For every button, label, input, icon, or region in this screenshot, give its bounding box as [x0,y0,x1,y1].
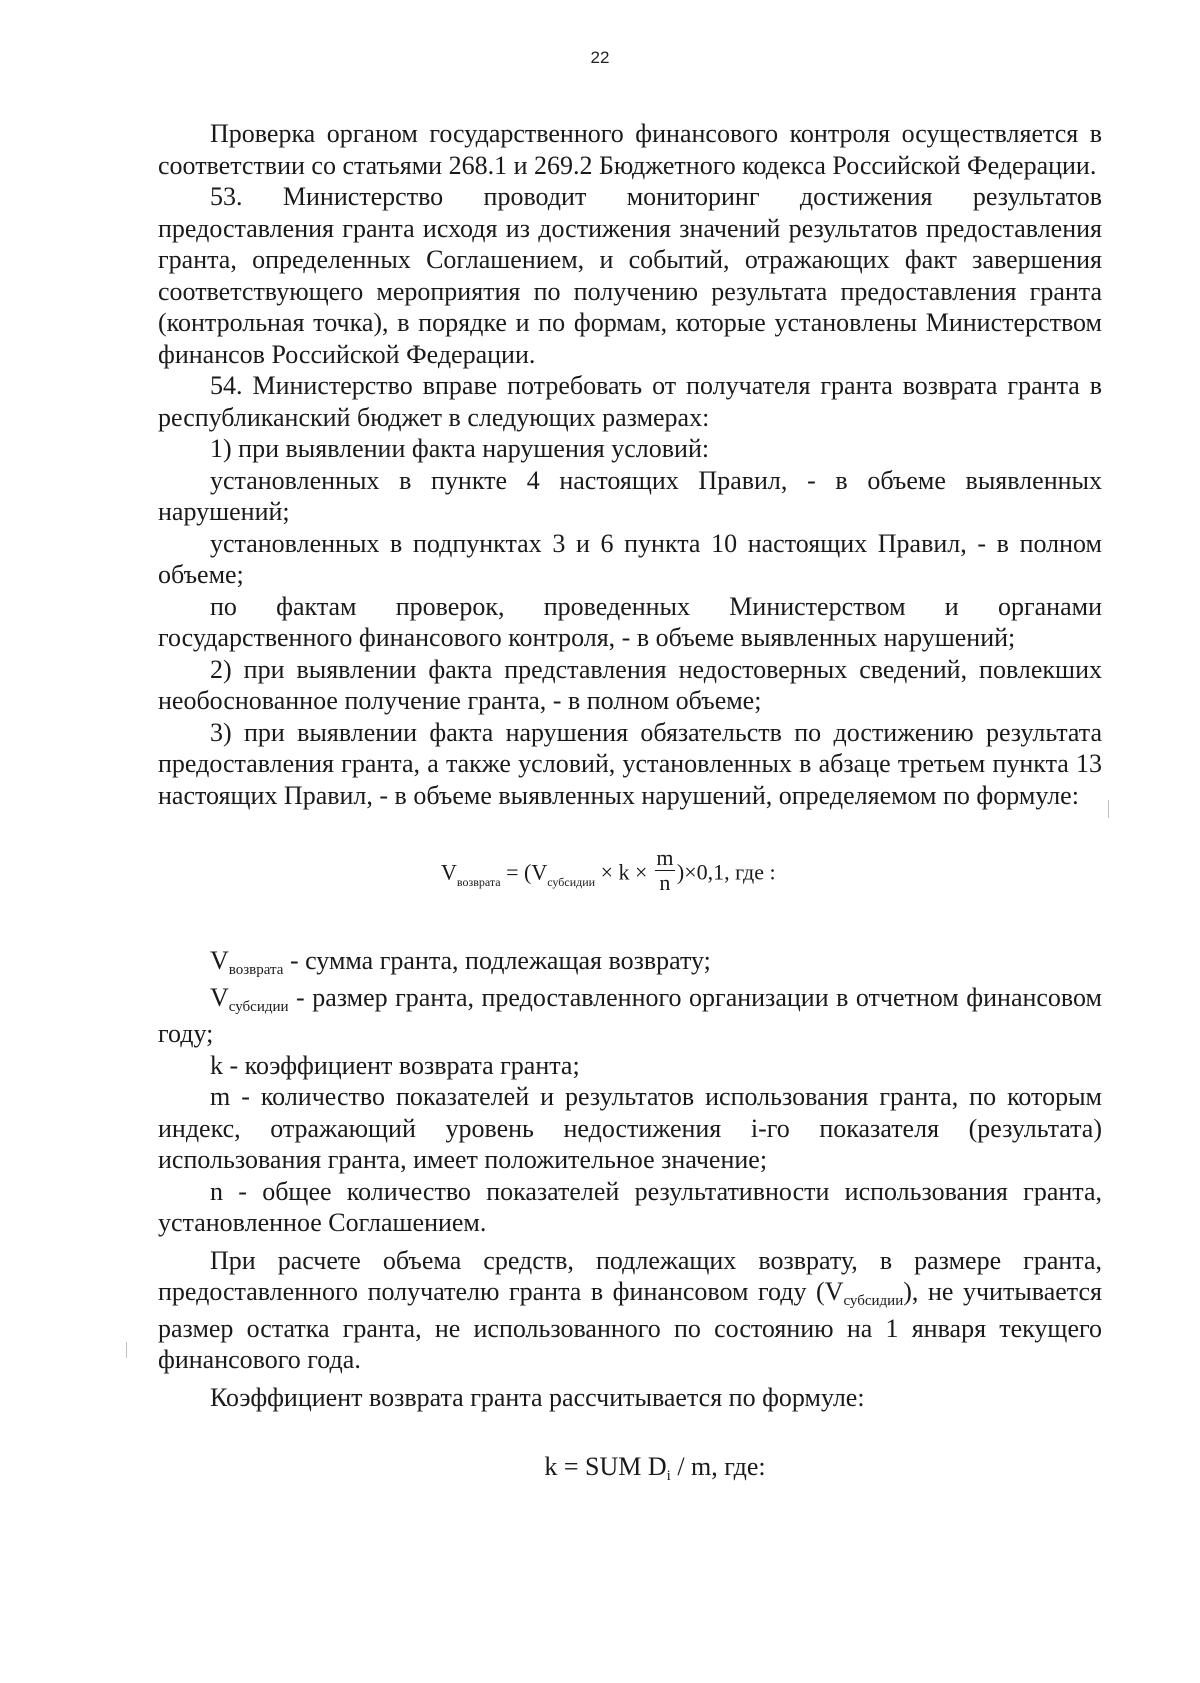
calc-note-before: При расчете объема средств, подлежащих возврату, в размере гранта, предоставленного получателю гранта в финансовом году (V [158,1245,1102,1306]
document-body [158,118,1102,1488]
paragraph-inspection: Проверка органом государственного финансового контроля осуществляется в соответствии со статьями 268.1 и 269.2 Бюджетного кодекса Российской Федерации. [158,119,1102,180]
formula-eq-open: = (V [500,859,548,885]
return-formula-block [158,831,1102,927]
definition-m: m - количество показателей и результатов использования гранта, по которым индекс, отражающий уровень недостижения i-го показателя (результата) использования гранта, имеет положительное значение; [158,1082,1102,1174]
definition-v-subsidy [158,982,1102,1050]
def-v-return-text: - сумма гранта, подлежащая возврату; [283,946,711,975]
def-v-return-sub: возврата [228,962,284,978]
coef-formula-before: k = SUM D [544,1452,667,1481]
coefficient-intro: Коэффициент возврата гранта рассчитывается по формуле: [210,1382,865,1412]
return-formula [441,845,776,898]
paragraph-54-item-1-c: по фактам проверок, проведенных Министерством и органами государственного финансового контроля, - в объеме выявленных нарушений; [158,591,1102,652]
coef-formula-after: / m, где: [670,1452,766,1481]
paragraph-54-item-1: 1) при выявлении факта нарушения условий: [210,434,710,463]
definition-n: n - общее количество показателей результативности использования гранта, установленное Соглашением. [158,1176,1102,1237]
formula-fraction [655,847,675,894]
formula-v-symbol: V [441,859,457,885]
calc-note-sub: субсидии [843,1293,904,1309]
page-number: 22 [590,48,610,67]
paragraph-54-item-1-b: установленных в подпунктах 3 и 6 пункта 10 настоящих Правил, - в полном объеме; [158,528,1102,589]
coefficient-formula [158,1451,1102,1488]
definition-k: k - коэффициент возврата гранта; [210,1050,580,1080]
calc-note-after: ), не учитывается размер остатка гранта, не использованного по состоянию на 1 января текущего финансового года. [158,1277,1102,1374]
paragraph-54: 54. Министерство вправе потребовать от получателя гранта возврата гранта в республиканский бюджет в следующих размерах: [158,371,1102,432]
definition-v-return [158,945,1102,982]
calculation-note [158,1245,1102,1376]
coef-formula-sub: i [666,1468,671,1484]
paragraph-54-item-3: 3) при выявлении факта нарушения обязательств по достижению результата предоставления гранта, а также условий, установленных в абзаце третьем пункта 13 настоящих Правил, - в объеме выявленных нарушений, определяемом по формуле: [158,717,1102,810]
def-v-return-symbol: V [210,946,229,975]
formula-mul-k: × k × [595,859,653,885]
scan-artifact [126,1342,127,1358]
paragraph-54-item-1-a: установленных в пункте 4 настоящих Правил, - в объеме выявленных нарушений; [158,465,1102,526]
formula-sub-return: возврата [456,874,501,889]
scan-artifact [1108,800,1109,818]
def-v-subsidy-text: - размер гранта, предоставленного организации в отчетном финансовом году; [158,982,1102,1048]
formula-tail: )×0,1, где : [676,859,776,885]
fraction-numerator: m [656,845,674,870]
formula-sub-subsidy: субсидии [547,874,596,889]
def-v-subsidy-sub: субсидии [228,998,289,1015]
def-v-subsidy-symbol: V [210,982,229,1012]
fraction-denominator: n [659,870,671,895]
paragraph-53: 53. Министерство проводит мониторинг достижения результатов предоставления гранта исходя из достижения значений результатов предоставления гранта, определенных Соглашением, и событий, отражающих факт завершения соответствующего мероприятия по получению результата предоставления гранта (контрольная точка), в порядке и по формам, которые установлены Министерством финансов Российской Федерации. [158,182,1102,369]
paragraph-54-item-2: 2) при выявлении факта представления недостоверных сведений, повлекших необоснованное получение гранта, - в полном объеме; [158,654,1102,715]
